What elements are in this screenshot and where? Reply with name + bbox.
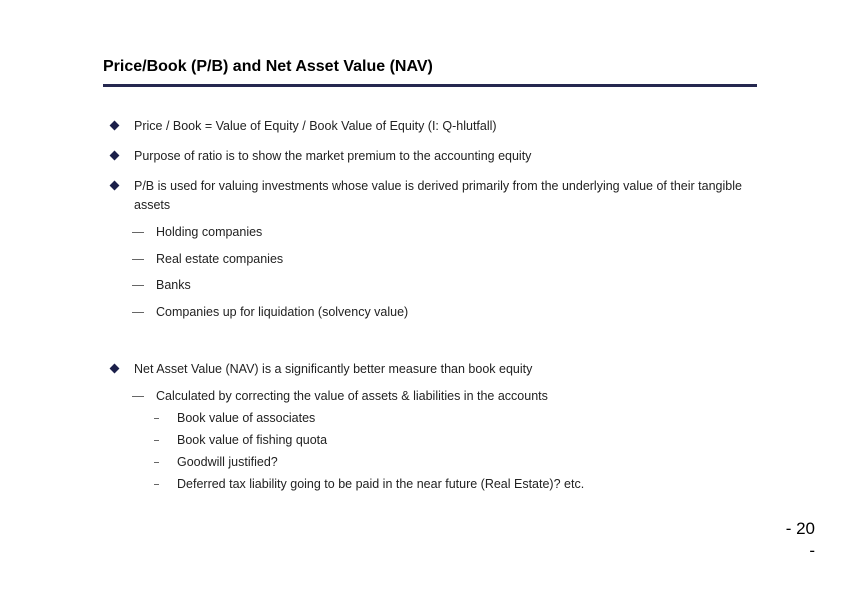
page-number-value: - 20 xyxy=(785,519,815,538)
sub-sub-item xyxy=(177,410,737,426)
hyphen-bullet-icon xyxy=(154,440,159,441)
dash-bullet-icon xyxy=(132,285,144,286)
diamond-bullet-icon xyxy=(110,151,120,161)
sub-item-text: Calculated by correcting the value of assets & liabilities in the accounts xyxy=(156,389,548,403)
sub-item xyxy=(156,224,756,240)
hyphen-bullet-icon xyxy=(154,418,159,419)
sub-sub-item-text: Book value of associates xyxy=(177,411,316,425)
sub-item-text: Companies up for liquidation (solvency value) xyxy=(156,305,409,319)
dash-bullet-icon xyxy=(132,396,144,397)
page-number xyxy=(760,518,815,562)
sub-sub-item xyxy=(177,476,737,492)
slide-title: Price/Book (P/B) and Net Asset Value (NAV) xyxy=(103,58,433,75)
hyphen-bullet-icon xyxy=(154,484,159,485)
page-number-trail: - xyxy=(809,541,815,560)
sub-sub-item-text: Deferred tax liability going to be paid in the near future (Real Estate)? etc. xyxy=(177,477,585,491)
sub-sub-item-text: Book value of fishing quota xyxy=(177,433,328,447)
bullet-text: Price / Book = Value of Equity / Book Value of Equity (I: Q-hlutfall) xyxy=(134,119,497,133)
diamond-bullet-icon xyxy=(110,364,120,374)
sub-sub-item xyxy=(177,454,737,470)
sub-item-text: Banks xyxy=(156,278,191,292)
sub-item xyxy=(156,277,756,293)
bullet-text: Purpose of ratio is to show the market premium to the accounting equity xyxy=(134,149,532,163)
title-underline xyxy=(103,84,757,87)
sub-item xyxy=(156,304,756,320)
bullet-item xyxy=(134,117,774,136)
bullet-item xyxy=(134,177,774,215)
sub-item xyxy=(156,251,756,267)
sub-item-text: Real estate companies xyxy=(156,252,284,266)
bullet-text: Net Asset Value (NAV) is a significantly better measure than book equity xyxy=(134,362,533,376)
hyphen-bullet-icon xyxy=(154,462,159,463)
dash-bullet-icon xyxy=(132,259,144,260)
bullet-item xyxy=(134,147,774,166)
dash-bullet-icon xyxy=(132,232,144,233)
diamond-bullet-icon xyxy=(110,121,120,131)
sub-sub-item-text: Goodwill justified? xyxy=(177,455,278,469)
bullet-item xyxy=(134,360,774,379)
bullet-text: P/B is used for valuing investments whose value is derived primarily from the underlying value of their tangible assets xyxy=(134,179,742,212)
sub-item-text: Holding companies xyxy=(156,225,263,239)
sub-item xyxy=(156,388,756,404)
dash-bullet-icon xyxy=(132,312,144,313)
diamond-bullet-icon xyxy=(110,181,120,191)
sub-sub-item xyxy=(177,432,737,448)
